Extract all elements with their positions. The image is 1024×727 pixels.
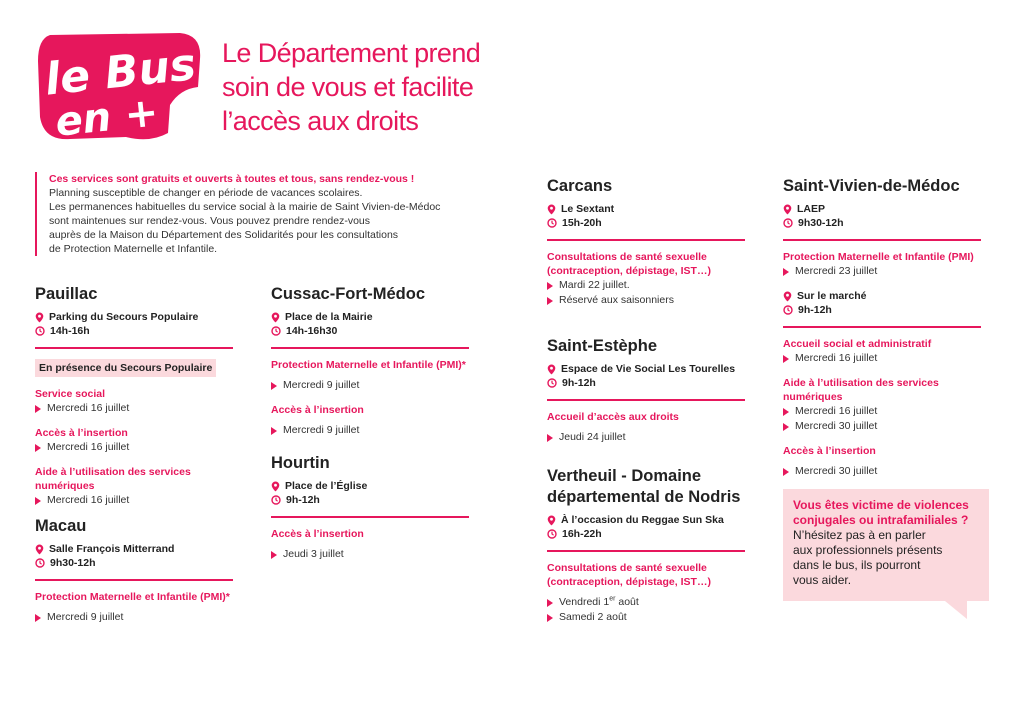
- place-row: [271, 310, 469, 324]
- date-item: Mercredi 16 juillet: [35, 401, 233, 416]
- triangle-bullet-icon: [783, 468, 789, 476]
- headline-line: Le Département prend: [222, 38, 481, 68]
- hours-label: 9h-12h: [798, 304, 832, 316]
- date-item: Jeudi 3 juillet: [271, 547, 469, 562]
- triangle-bullet-icon: [271, 427, 277, 435]
- map-pin-icon: [547, 515, 556, 526]
- location-carcans: [547, 176, 745, 308]
- date-item: Mercredi 30 juillet: [783, 464, 981, 479]
- date-item: Jeudi 24 juillet: [547, 430, 745, 445]
- intro-line: auprès de la Maison du Département des Solidarités pour les consultations: [49, 229, 399, 241]
- divider: [35, 579, 233, 581]
- city-name: Saint-Vivien-de-Médoc: [783, 177, 960, 195]
- place-label: Espace de Vie Social Les Tourelles: [561, 363, 736, 375]
- intro-lead: Ces services sont gratuits et ouverts à toutes et tous, sans rendez-vous !: [49, 173, 415, 185]
- service-title: Consultations de santé sexuelle (contraception, dépistage, IST…): [547, 251, 711, 277]
- headline-line: soin de vous et facilite: [222, 72, 474, 102]
- service-title: Accès à l’insertion: [35, 427, 128, 439]
- intro-line: de Protection Maternelle et Infantile.: [49, 243, 218, 255]
- hours-row: [35, 556, 233, 570]
- map-pin-icon: [783, 291, 792, 302]
- place-row: [547, 362, 745, 376]
- divider: [783, 239, 981, 241]
- date-item: Mercredi 9 juillet: [271, 423, 469, 438]
- hours-label: 14h-16h: [50, 325, 90, 337]
- hours-row: [783, 303, 981, 317]
- service-title: Protection Maternelle et Infantile (PMI): [783, 251, 974, 263]
- intro-text: [35, 172, 465, 256]
- triangle-bullet-icon: [35, 497, 41, 505]
- svg-text:le Bus: le Bus: [42, 39, 199, 106]
- service-title: Accès à l’insertion: [271, 404, 364, 416]
- hours-label: 9h-12h: [562, 377, 596, 389]
- place-label: À l’occasion du Reggae Sun Ska: [561, 514, 724, 526]
- divider: [547, 239, 745, 241]
- triangle-bullet-icon: [547, 297, 553, 305]
- date-item: Mercredi 16 juillet: [783, 351, 981, 366]
- triangle-bullet-icon: [547, 282, 553, 290]
- service-title: Accueil d’accès aux droits: [547, 411, 679, 423]
- map-pin-icon: [783, 204, 792, 215]
- triangle-bullet-icon: [271, 382, 277, 390]
- divider: [547, 550, 745, 552]
- clock-icon: [547, 378, 557, 388]
- location-saint-estephe: [547, 336, 745, 445]
- place-row: [271, 479, 469, 493]
- clock-icon: [547, 218, 557, 228]
- divider: [783, 326, 981, 328]
- hours-row: [35, 324, 233, 338]
- place-row: [35, 310, 233, 324]
- svg-text:en +: en +: [53, 89, 161, 145]
- place-label: Place de la Mairie: [285, 311, 373, 323]
- triangle-bullet-icon: [783, 408, 789, 416]
- city-name: Macau: [35, 517, 87, 535]
- location-vertheuil: [547, 466, 757, 625]
- date-item: Mercredi 23 juillet: [783, 264, 981, 279]
- map-pin-icon: [271, 312, 280, 323]
- triangle-bullet-icon: [35, 614, 41, 622]
- callout-answer: N’hésitez pas à en parler aux professionnels présents dans le bus, ils pourront vous aider.: [793, 528, 943, 587]
- triangle-bullet-icon: [547, 434, 553, 442]
- date-item: Mercredi 16 juillet: [35, 493, 233, 508]
- triangle-bullet-icon: [783, 423, 789, 431]
- clock-icon: [783, 218, 793, 228]
- map-pin-icon: [35, 544, 44, 555]
- le-bus-en-plus-logo: [30, 25, 208, 145]
- clock-icon: [271, 495, 281, 505]
- map-pin-icon: [271, 481, 280, 492]
- city-name: Vertheuil - Domaine départemental de Nodris: [547, 467, 741, 506]
- place-row: [783, 289, 981, 303]
- clock-icon: [35, 558, 45, 568]
- clock-icon: [547, 529, 557, 539]
- location-macau: [35, 516, 233, 625]
- divider: [35, 347, 233, 349]
- triangle-bullet-icon: [783, 268, 789, 276]
- place-row: [547, 513, 757, 527]
- hours-row: [547, 527, 757, 541]
- place-label: LAEP: [797, 203, 826, 215]
- violence-help-callout: [783, 489, 989, 601]
- place-row: [783, 202, 981, 216]
- callout-question: Vous êtes victime de violences conjugales ou intrafamiliales ?: [793, 498, 969, 527]
- triangle-bullet-icon: [35, 444, 41, 452]
- intro-line: Planning susceptible de changer en période de vacances scolaires.: [49, 187, 363, 199]
- location-cussac: [271, 284, 469, 438]
- service-title: Protection Maternelle et Infantile (PMI)*: [35, 591, 230, 603]
- intro-line: sont maintenues sur rendez-vous. Vous pouvez prendre rendez-vous: [49, 215, 371, 227]
- date-item: Mercredi 16 juillet: [783, 404, 981, 419]
- place-label: Salle François Mitterrand: [49, 543, 175, 555]
- city-name: Saint-Estèphe: [547, 337, 658, 355]
- service-title: Accès à l’insertion: [271, 528, 364, 540]
- date-item: Vendredi 1er août: [547, 595, 757, 610]
- hours-row: [547, 216, 745, 230]
- clock-icon: [35, 326, 45, 336]
- service-title: Service social: [35, 388, 106, 400]
- location-hourtin: [271, 453, 469, 562]
- map-pin-icon: [35, 312, 44, 323]
- service-title: Protection Maternelle et Infantile (PMI)*: [271, 359, 466, 371]
- map-pin-icon: [547, 204, 556, 215]
- speech-bubble-tail: [945, 601, 967, 619]
- place-label: Place de l’Église: [285, 480, 368, 492]
- hours-label: 9h-12h: [286, 494, 320, 506]
- triangle-bullet-icon: [783, 355, 789, 363]
- hours-label: 15h-20h: [562, 217, 602, 229]
- divider: [271, 347, 469, 349]
- clock-icon: [783, 305, 793, 315]
- service-title: Aide à l’utilisation des services numériques: [783, 377, 939, 403]
- partner-tag: En présence du Secours Populaire: [35, 359, 216, 377]
- triangle-bullet-icon: [547, 614, 553, 622]
- place-label: Sur le marché: [797, 290, 867, 302]
- city-name: Pauillac: [35, 285, 98, 303]
- place-row: [35, 542, 233, 556]
- place-label: Le Sextant: [561, 203, 615, 215]
- date-item: Mercredi 9 juillet: [271, 378, 469, 393]
- divider: [271, 516, 469, 518]
- divider: [547, 399, 745, 401]
- hours-label: 9h30-12h: [798, 217, 844, 229]
- triangle-bullet-icon: [547, 599, 553, 607]
- hours-row: [547, 376, 745, 390]
- city-name: Carcans: [547, 177, 613, 195]
- service-title: Accès à l’insertion: [783, 445, 876, 457]
- hours-row: [271, 324, 469, 338]
- hours-label: 14h-16h30: [286, 325, 338, 337]
- service-title: Aide à l’utilisation des services numériques: [35, 466, 191, 492]
- service-title: Accueil social et administratif: [783, 338, 932, 350]
- date-item: Mercredi 30 juillet: [783, 419, 981, 434]
- place-label: Parking du Secours Populaire: [49, 311, 199, 323]
- map-pin-icon: [547, 364, 556, 375]
- page-headline: [222, 36, 512, 138]
- hours-label: 9h30-12h: [50, 557, 96, 569]
- triangle-bullet-icon: [271, 551, 277, 559]
- city-name: Hourtin: [271, 454, 330, 472]
- date-item: Samedi 2 août: [547, 610, 757, 625]
- date-item: Mercredi 16 juillet: [35, 440, 233, 455]
- hours-row: [783, 216, 981, 230]
- headline-line: l’accès aux droits: [222, 106, 419, 136]
- hours-row: [271, 493, 469, 507]
- intro-line: Les permanences habituelles du service social à la mairie de Saint Vivien-de-Médoc: [49, 201, 441, 213]
- city-name: Cussac-Fort-Médoc: [271, 285, 426, 303]
- date-item: Mardi 22 juillet.: [547, 278, 745, 293]
- date-item: Réservé aux saisonniers: [547, 293, 745, 308]
- place-row: [547, 202, 745, 216]
- location-pauillac: [35, 284, 233, 508]
- hours-label: 16h-22h: [562, 528, 602, 540]
- service-title: Consultations de santé sexuelle (contraception, dépistage, IST…): [547, 562, 711, 588]
- location-saint-vivien: [783, 176, 981, 479]
- triangle-bullet-icon: [35, 405, 41, 413]
- clock-icon: [271, 326, 281, 336]
- date-item: Mercredi 9 juillet: [35, 610, 233, 625]
